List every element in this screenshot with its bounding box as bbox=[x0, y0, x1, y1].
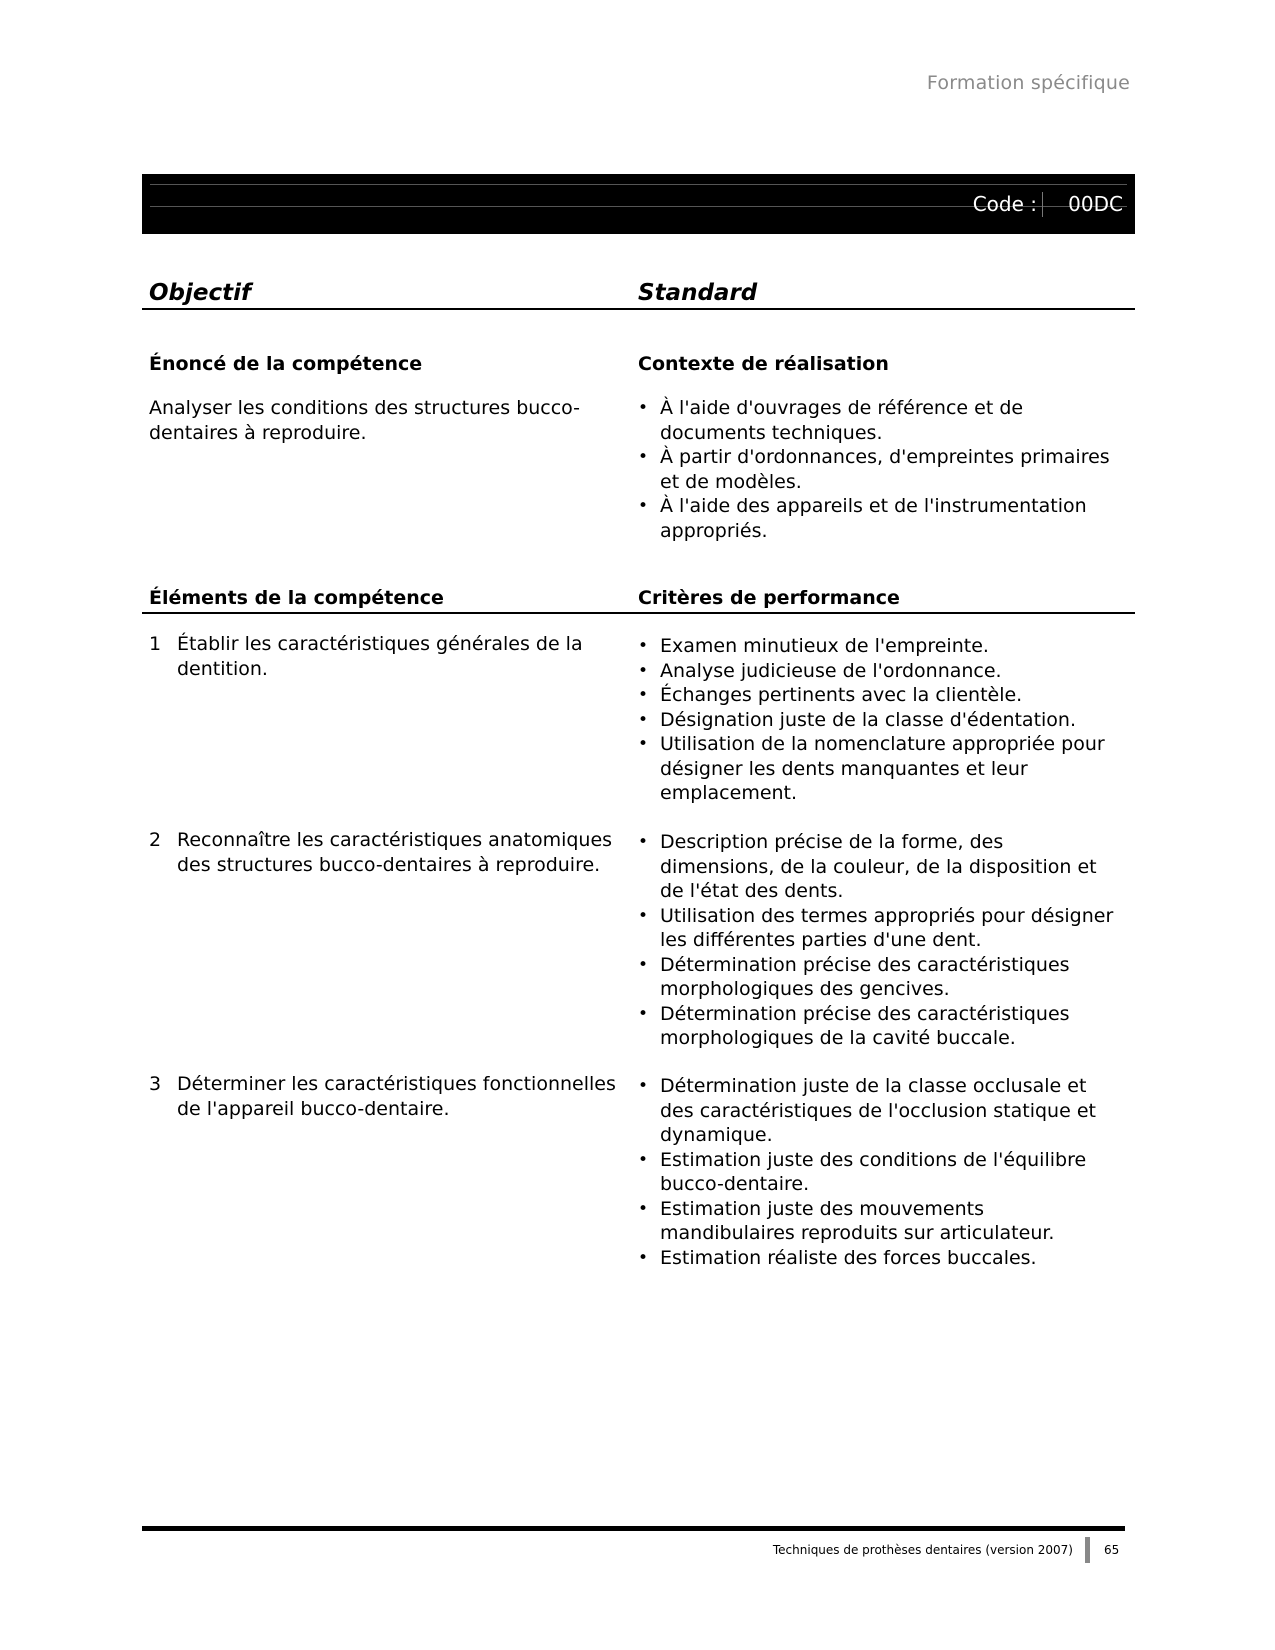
code-bar-line-top bbox=[150, 184, 1127, 185]
footer-divider bbox=[1085, 1537, 1090, 1563]
criterion-item: • Utilisation de la nomenclature appropriée pour désigner les dents manquantes et leur emplacement. bbox=[638, 732, 1118, 806]
element-text: Établir les caractéristiques générales de la dentition. bbox=[177, 633, 583, 680]
footer-title: Techniques de prothèses dentaires (version 2007) bbox=[772, 1543, 1073, 1557]
element-number: 2 bbox=[149, 829, 162, 851]
contexte-list bbox=[638, 396, 1118, 543]
element-number: 1 bbox=[149, 633, 162, 655]
section-rule bbox=[142, 612, 1135, 614]
criterion-item: • Estimation juste des conditions de l'équilibre bucco-dentaire. bbox=[638, 1148, 1118, 1197]
enonce-heading: Énoncé de la compétence bbox=[149, 353, 423, 375]
element-text: Reconnaître les caractéristiques anatomiques des structures bucco-dentaires à reproduire. bbox=[177, 829, 613, 876]
code-separator bbox=[1042, 192, 1043, 217]
criteres-heading: Critères de performance bbox=[638, 587, 900, 609]
criterion-item: • Détermination précise des caractéristiques morphologiques de la cavité buccale. bbox=[638, 1002, 1118, 1051]
code-label: Code : bbox=[972, 192, 1037, 216]
page-number: 65 bbox=[1104, 1543, 1120, 1557]
element-item-3 bbox=[149, 1072, 629, 1132]
standard-title: Standard bbox=[638, 280, 758, 306]
criterion-item: • Description précise de la forme, des dimensions, de la couleur, de la disposition et de l'état des dents. bbox=[638, 830, 1118, 904]
criterion-item: • Échanges pertinents avec la clientèle. bbox=[638, 683, 1118, 708]
code-bar bbox=[142, 174, 1135, 234]
element-text: Déterminer les caractéristiques fonctionnelles de l'appareil bucco-dentaire. bbox=[177, 1073, 616, 1120]
criteria-list-1 bbox=[638, 634, 1118, 806]
element-number: 3 bbox=[149, 1073, 162, 1095]
code-value: 00DC bbox=[1068, 192, 1123, 216]
criterion-item: • Examen minutieux de l'empreinte. bbox=[638, 634, 1118, 659]
criterion-item: • Analyse judicieuse de l'ordonnance. bbox=[638, 659, 1118, 684]
criterion-item: • Estimation réaliste des forces buccales. bbox=[638, 1246, 1118, 1271]
contexte-heading: Contexte de réalisation bbox=[638, 353, 889, 375]
criterion-item: • Estimation juste des mouvements mandibulaires reproduits sur articulateur. bbox=[638, 1197, 1118, 1246]
elements-heading: Éléments de la compétence bbox=[149, 587, 444, 609]
title-rule bbox=[142, 308, 1135, 310]
contexte-item: • À partir d'ordonnances, d'empreintes primaires et de modèles. bbox=[638, 445, 1118, 494]
objectif-title: Objectif bbox=[149, 280, 252, 306]
contexte-item: • À l'aide d'ouvrages de référence et de documents techniques. bbox=[638, 396, 1118, 445]
criteria-list-2 bbox=[638, 830, 1118, 1051]
footer-rule bbox=[142, 1526, 1125, 1531]
criterion-item: • Détermination juste de la classe occlusale et des caractéristiques de l'occlusion statique et dynamique. bbox=[638, 1074, 1118, 1148]
contexte-item: • À l'aide des appareils et de l'instrumentation appropriés. bbox=[638, 494, 1118, 543]
criteria-list-3 bbox=[638, 1074, 1118, 1270]
criterion-item: • Désignation juste de la classe d'édentation. bbox=[638, 708, 1118, 733]
element-item-2 bbox=[149, 828, 629, 888]
criterion-item: • Détermination précise des caractéristiques morphologiques des gencives. bbox=[638, 953, 1118, 1002]
section-header: Formation spécifique bbox=[926, 72, 1130, 94]
criterion-item: • Utilisation des termes appropriés pour désigner les différentes parties d'une dent. bbox=[638, 904, 1118, 953]
element-item-1 bbox=[149, 632, 629, 692]
enonce-text: Analyser les conditions des structures bucco-dentaires à reproduire. bbox=[149, 397, 581, 444]
